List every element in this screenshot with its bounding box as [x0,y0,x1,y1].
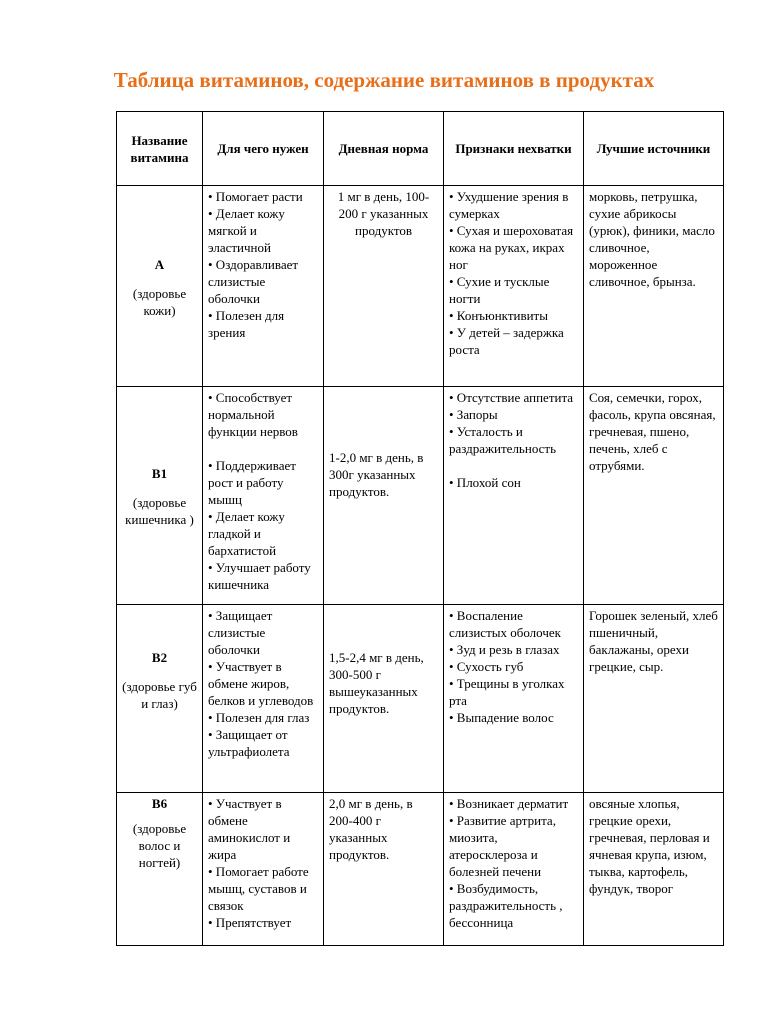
sources-cell: Соя, семечки, горох, фасоль, крупа овсяная, гречневая, пшено, печень, хлеб с отрубями. [584,387,724,605]
header-name: Название витамина [117,112,203,186]
list-item: • Плохой сон [449,475,521,490]
table-row [117,605,724,793]
vitamin-description: (здоровье волос и ногтей) [132,821,187,870]
vitamin-name: B2 [151,650,168,665]
vitamin-description: (здоровье кожи) [132,285,187,318]
list-item: • У детей – задержка роста [449,325,564,357]
list-item: • Полезен для глаз [208,710,310,725]
page-title: Таблица витаминов, содержание витаминов в продуктах [113,68,655,92]
purpose-cell [203,605,324,793]
sources-cell: Горошек зеленый, хлеб пшеничный, баклажаны, орехи грецкие, сыр. [584,605,724,793]
table-row [117,186,724,387]
daily-norm-cell: 1-2,0 мг в день, в 300г указанных продуктов. [324,387,444,605]
list-item: • Конъюнктивиты [449,308,548,323]
deficiency-cell [444,793,584,946]
purpose-cell [203,186,324,387]
vitamin-name-cell [117,605,203,793]
purpose-cell [203,793,324,946]
list-item: • Развитие артрита, миозита, атеросклероза и болезней печени [449,813,556,879]
list-item: • Возбудимость, раздражительность , бессонница [449,881,563,930]
daily-norm-cell: 2,0 мг в день, в 200-400 г указанных продуктов. [324,793,444,946]
list-item: • Трещины в уголках рта [449,676,565,708]
list-item: • Способствует нормальной функции нервов [208,390,298,439]
list-gap [449,457,578,474]
purpose-cell [203,387,324,605]
vitamin-name-cell [117,793,203,946]
deficiency-cell [444,387,584,605]
list-item: • Сухие и тусклые ногти [449,274,550,306]
list-item: • Делает кожу гладкой и бархатистой [208,509,285,558]
list-item: • Препятствует [208,915,292,930]
list-item: • Сухая и шероховатая кожа на руках, икрах ног [449,223,574,272]
vitamin-description: (здоровье кишечника ) [125,495,194,527]
list-gap [208,440,318,457]
list-item: • Воспаление слизистых оболочек [449,608,561,640]
list-item: • Зуд и резь в глазах [449,642,560,657]
list-item: • Сухость губ [449,659,524,674]
header-best-sources: Лучшие источники [584,112,724,186]
list-item: • Оздоравливает слизистые оболочки [208,257,299,306]
list-item: • Делает кожу мягкой и эластичной [208,206,285,255]
table-header-row [117,112,724,186]
sources-cell: морковь, петрушка, сухие абрикосы (урюк), финики, масло сливочное, мороженное сливочное, брынза. [584,186,724,387]
list-item: • Участвует в обмене жиров, белков и углеводов [208,659,314,708]
vitamin-name: A [154,256,165,272]
deficiency-cell [444,186,584,387]
vitamin-table [116,111,724,946]
list-item: • Защищает от ультрафиолета [208,727,290,759]
header-deficiency-signs: Признаки нехватки [444,112,584,186]
list-item: • Возникает дерматит [449,796,569,811]
vitamin-description: (здоровье губ и глаз) [122,679,197,711]
header-daily-norm: Дневная норма [324,112,444,186]
vitamin-name-cell [117,387,203,605]
daily-norm-cell: 1 мг в день, 100-200 г указанных продуктов [324,186,444,387]
vitamin-name-cell [117,186,203,387]
header-purpose: Для чего нужен [203,112,324,186]
list-item: • Помогает работе мышц, суставов и связок [208,864,309,913]
list-item: • Ухудшение зрения в сумерках [449,189,569,221]
list-item: • Защищает слизистые оболочки [208,608,273,657]
sources-cell: овсяные хлопья, грецкие орехи, гречневая, перловая и ячневая крупа, изюм, тыква, картофель, фундук, творог [584,793,724,946]
list-item: • Выпадение волос [449,710,554,725]
list-item: • Полезен для зрения [208,308,285,340]
deficiency-cell [444,605,584,793]
list-item: • Усталость и раздражительность [449,424,557,456]
daily-norm-cell: 1,5-2,4 мг в день, 300-500 г вышеуказанных продуктов. [324,605,444,793]
list-item: • Запоры [449,407,498,422]
list-item: • Поддерживает рост и работу мышц [208,458,296,507]
vitamin-name: B6 [151,796,168,811]
list-item: • Отсутствие аппетита [449,390,574,405]
list-item: • Участвует в обмене аминокислот и жира [208,796,291,862]
list-item: • Помогает расти [208,189,303,204]
table-row [117,387,724,605]
vitamin-name: B1 [151,466,168,481]
list-item: • Улучшает работу кишечника [208,560,311,592]
table-row [117,793,724,946]
